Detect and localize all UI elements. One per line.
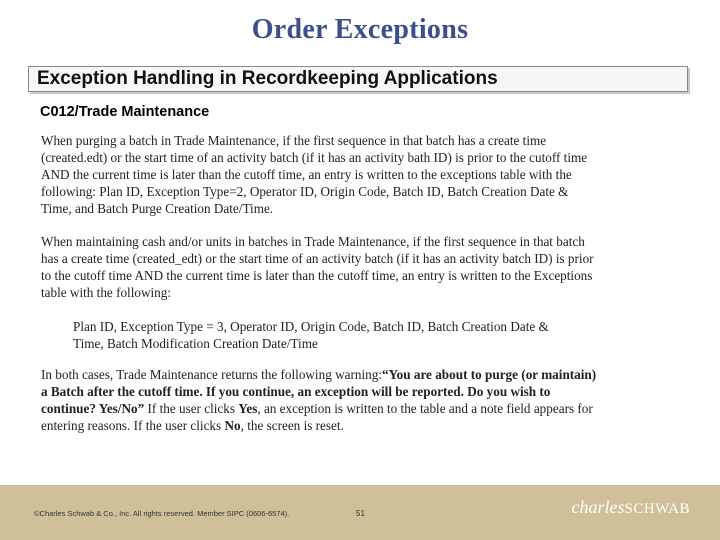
document-header	[28, 66, 688, 92]
paragraph-fields-list: Plan ID, Exception Type = 3, Operator ID, Origin Code, Batch ID, Batch Creation Date & Time, Batch Modification Creation Date/Time	[73, 319, 549, 351]
warning-no-text: No	[224, 418, 241, 433]
warning-yes-intro: If the user clicks	[144, 401, 239, 416]
footer-band	[0, 485, 720, 540]
warning-message-text: “You are about to purge (or maintain) a Batch after the cutoff time. If you continue, an exception will be reported. Do you wish to continue? Yes/No”	[41, 367, 597, 416]
document-header-text: Exception Handling in Recordkeeping Applications	[37, 68, 498, 89]
warning-intro-text: In both cases, Trade Maintenance returns the following warning:	[41, 367, 382, 382]
footer-copyright: ©Charles Schwab & Co., Inc. All rights reserved. Member SIPC (0606-6574).	[34, 509, 290, 518]
warning-no-intro: , an exception is written to the table and a note field appears for entering reasons. If the user clicks	[41, 401, 593, 433]
warning-yes-text: Yes	[238, 401, 258, 416]
paragraph-purge: When purging a batch in Trade Maintenance, if the first sequence in that batch has a create time (created.edt) or the start time of an activity batch (if it has an activity bath ID) is prior to the cutoff time AND the current time is later than the cutoff time, an entry is written to the exceptions table with the following: Plan ID, Exception Type=2, Operator ID, Origin Code, Batch ID, Batch Creation Date & Time, and Batch Purge Creation Date/Time.	[41, 133, 588, 216]
warning-end-text: , the screen is reset.	[240, 418, 344, 433]
document-image	[28, 66, 690, 446]
schwab-logo	[571, 497, 690, 521]
page-number: 51	[356, 509, 365, 518]
slide-title: Order Exceptions	[251, 14, 469, 45]
paragraph-maintain: When maintaining cash and/or units in batches in Trade Maintenance, if the first sequence in that batch has a create time (created_edt) or the start time of an activity batch (if it has an activity batch ID) is prior to the cutoff time AND the current time is later than the cutoff time, an entry is written to the Exceptions table with the following:	[41, 234, 594, 300]
paragraph-warning	[41, 366, 691, 434]
section-title: C012/Trade Maintenance	[40, 104, 210, 120]
logo-schwab-text: SCHWAB	[624, 501, 690, 517]
logo-charles-text: charles	[571, 497, 625, 517]
